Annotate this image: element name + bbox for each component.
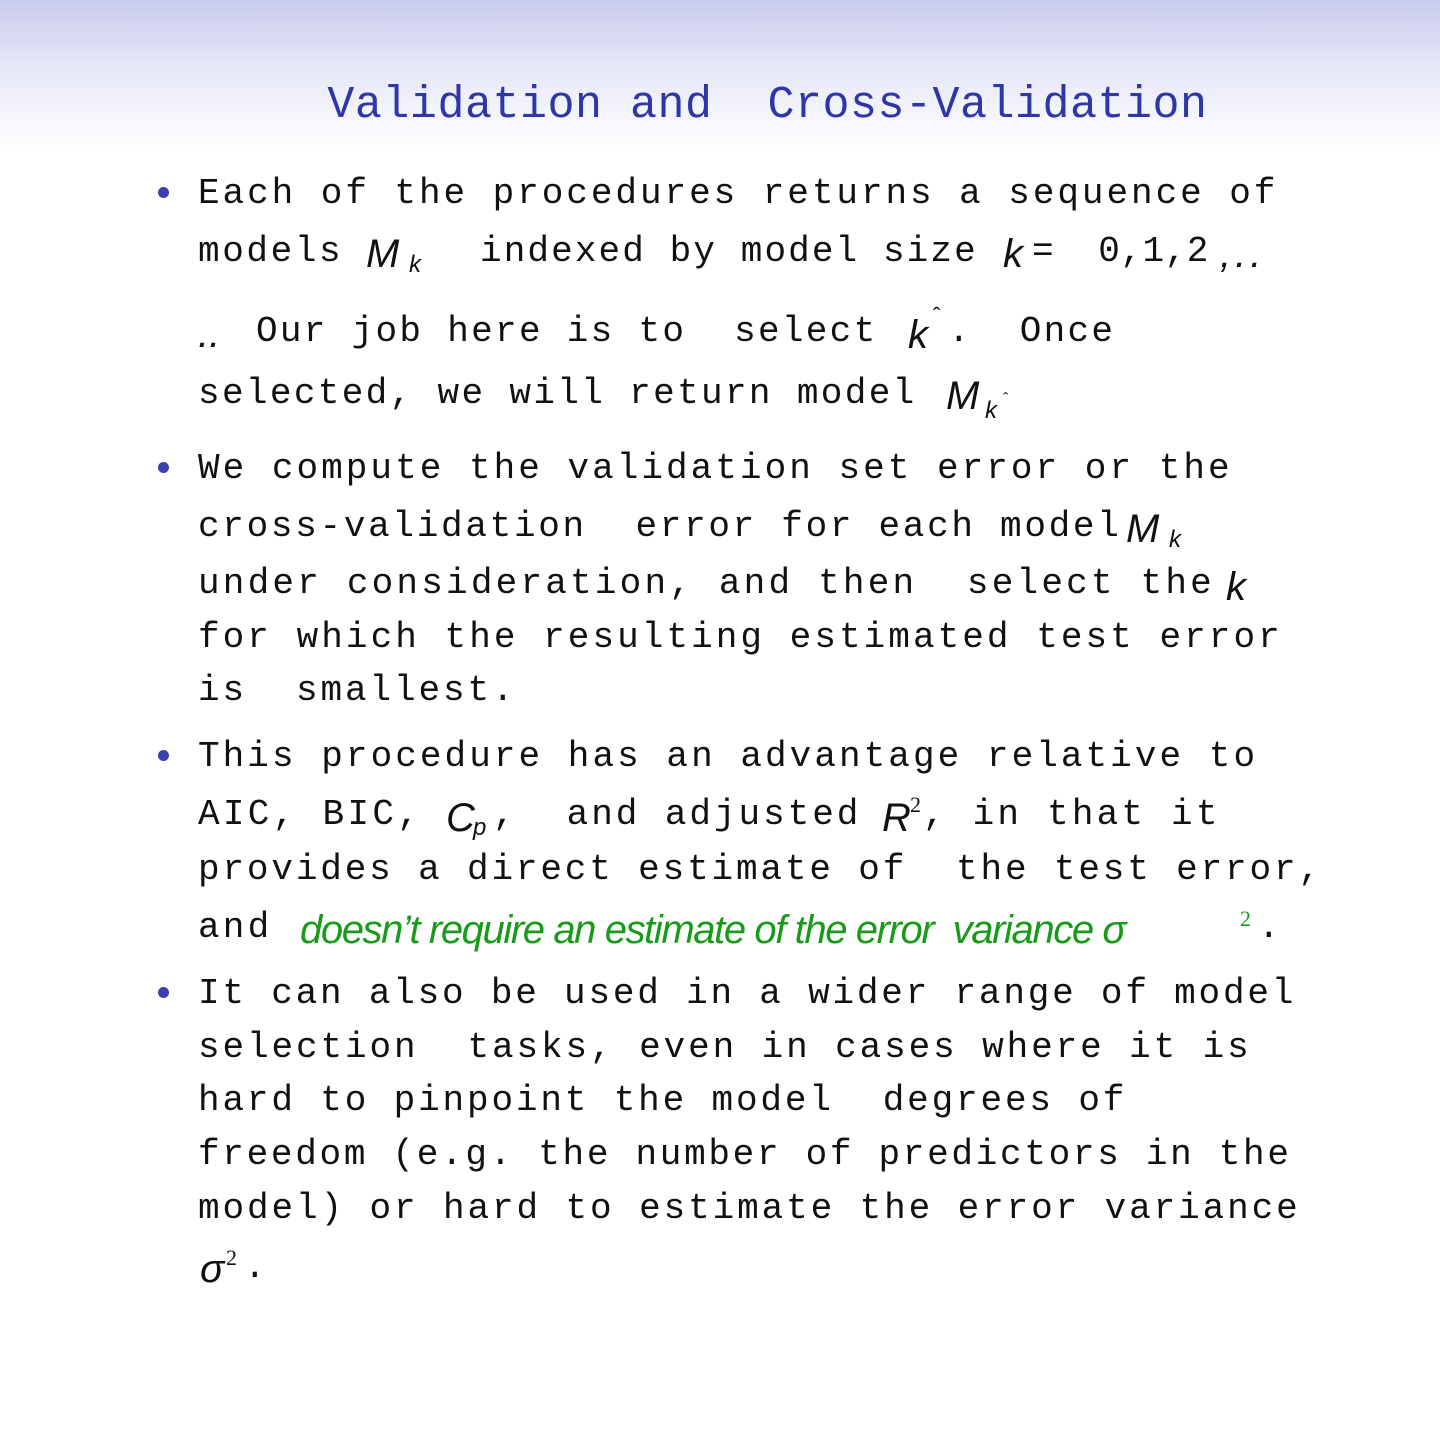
bullet-3-line-1: This procedure has an advantage relative to <box>198 736 1259 777</box>
slide-title: Validation and Cross-Validation <box>327 80 1208 131</box>
math-k-2: k <box>1226 565 1246 609</box>
math-M-k-2: M <box>1126 507 1160 551</box>
math-sigma-superscript-2: 2 <box>226 1245 237 1270</box>
bullet-3-line-2a: AIC, BIC, <box>198 794 423 835</box>
math-subscript-hat: ˆ <box>1003 391 1009 408</box>
bullet-4-line-6-period: . <box>244 1247 266 1288</box>
bullet-3-line-2c: , in that it <box>923 794 1221 835</box>
math-hat-accent: ˆ <box>933 303 941 328</box>
math-k-1: k <box>1003 232 1023 276</box>
bullet-4-marker <box>158 987 169 998</box>
bullet-3-marker <box>158 750 169 761</box>
bullet-1-line-2b: indexed by model size <box>480 231 978 272</box>
bullet-3-line-4-period: . <box>1258 907 1280 948</box>
bullet-4-line-1: It can also be used in a wider range of model <box>198 973 1297 1014</box>
bullet-1-line-1: Each of the procedures returns a sequence of <box>198 173 1279 214</box>
bullet-1-line-2-dots: ,.. <box>1220 232 1266 276</box>
bullet-3-line-4a: and <box>198 907 273 948</box>
bullet-4-line-5: model) or hard to estimate the error variance <box>198 1188 1301 1229</box>
bullet-1-line-2c: = 0,1,2 <box>1032 231 1209 272</box>
bullet-2-line-1: We compute the validation set error or the <box>198 448 1233 489</box>
math-M-k-hat: M <box>946 374 980 418</box>
bullet-1-line-3b: . Once <box>948 311 1116 352</box>
bullet-1-line-4: selected, we will return model <box>198 373 917 414</box>
bullet-2-marker <box>158 462 169 473</box>
math-superscript-2: 2 <box>910 792 921 817</box>
bullet-3-line-3: provides a direct estimate of the test error, <box>198 849 1323 890</box>
math-C-p: C <box>446 796 475 840</box>
math-R-squared: R <box>882 796 911 840</box>
bullet-2-line-5: is smallest. <box>198 670 517 711</box>
bullet-1-line-3-dots: .. <box>198 312 221 356</box>
highlight-superscript-2: 2 <box>1240 906 1251 931</box>
bullet-2-line-2: cross-validation error for each model <box>198 506 1122 547</box>
math-subscript-p: p <box>473 814 487 841</box>
bullet-4-line-2: selection tasks, even in cases where it is <box>198 1027 1252 1068</box>
math-k-hat: k <box>908 313 928 357</box>
bullet-4-line-4: freedom (e.g. the number of predictors in the <box>198 1134 1292 1175</box>
bullet-2-line-4: for which the resulting estimated test error <box>198 617 1283 658</box>
bullet-1-line-3a: Our job here is to select <box>256 311 878 352</box>
math-sigma: σ <box>200 1247 225 1291</box>
bullet-2-line-3: under consideration, and then select the <box>198 563 1215 604</box>
bullet-1-line-2a: models <box>198 231 344 272</box>
bullet-4-line-3: hard to pinpoint the model degrees of <box>198 1080 1128 1121</box>
bullet-3-line-2b: , and adjusted <box>493 794 862 835</box>
highlight-no-variance-estimate: doesn’t require an estimate of the error variance σ <box>300 908 1126 952</box>
bullet-1-marker <box>158 187 169 198</box>
math-subscript-k-2: k <box>1169 526 1181 553</box>
math-M-k-1: M <box>366 232 400 276</box>
math-subscript-k-1: k <box>409 251 421 278</box>
math-subscript-k-hat: k <box>985 397 997 424</box>
